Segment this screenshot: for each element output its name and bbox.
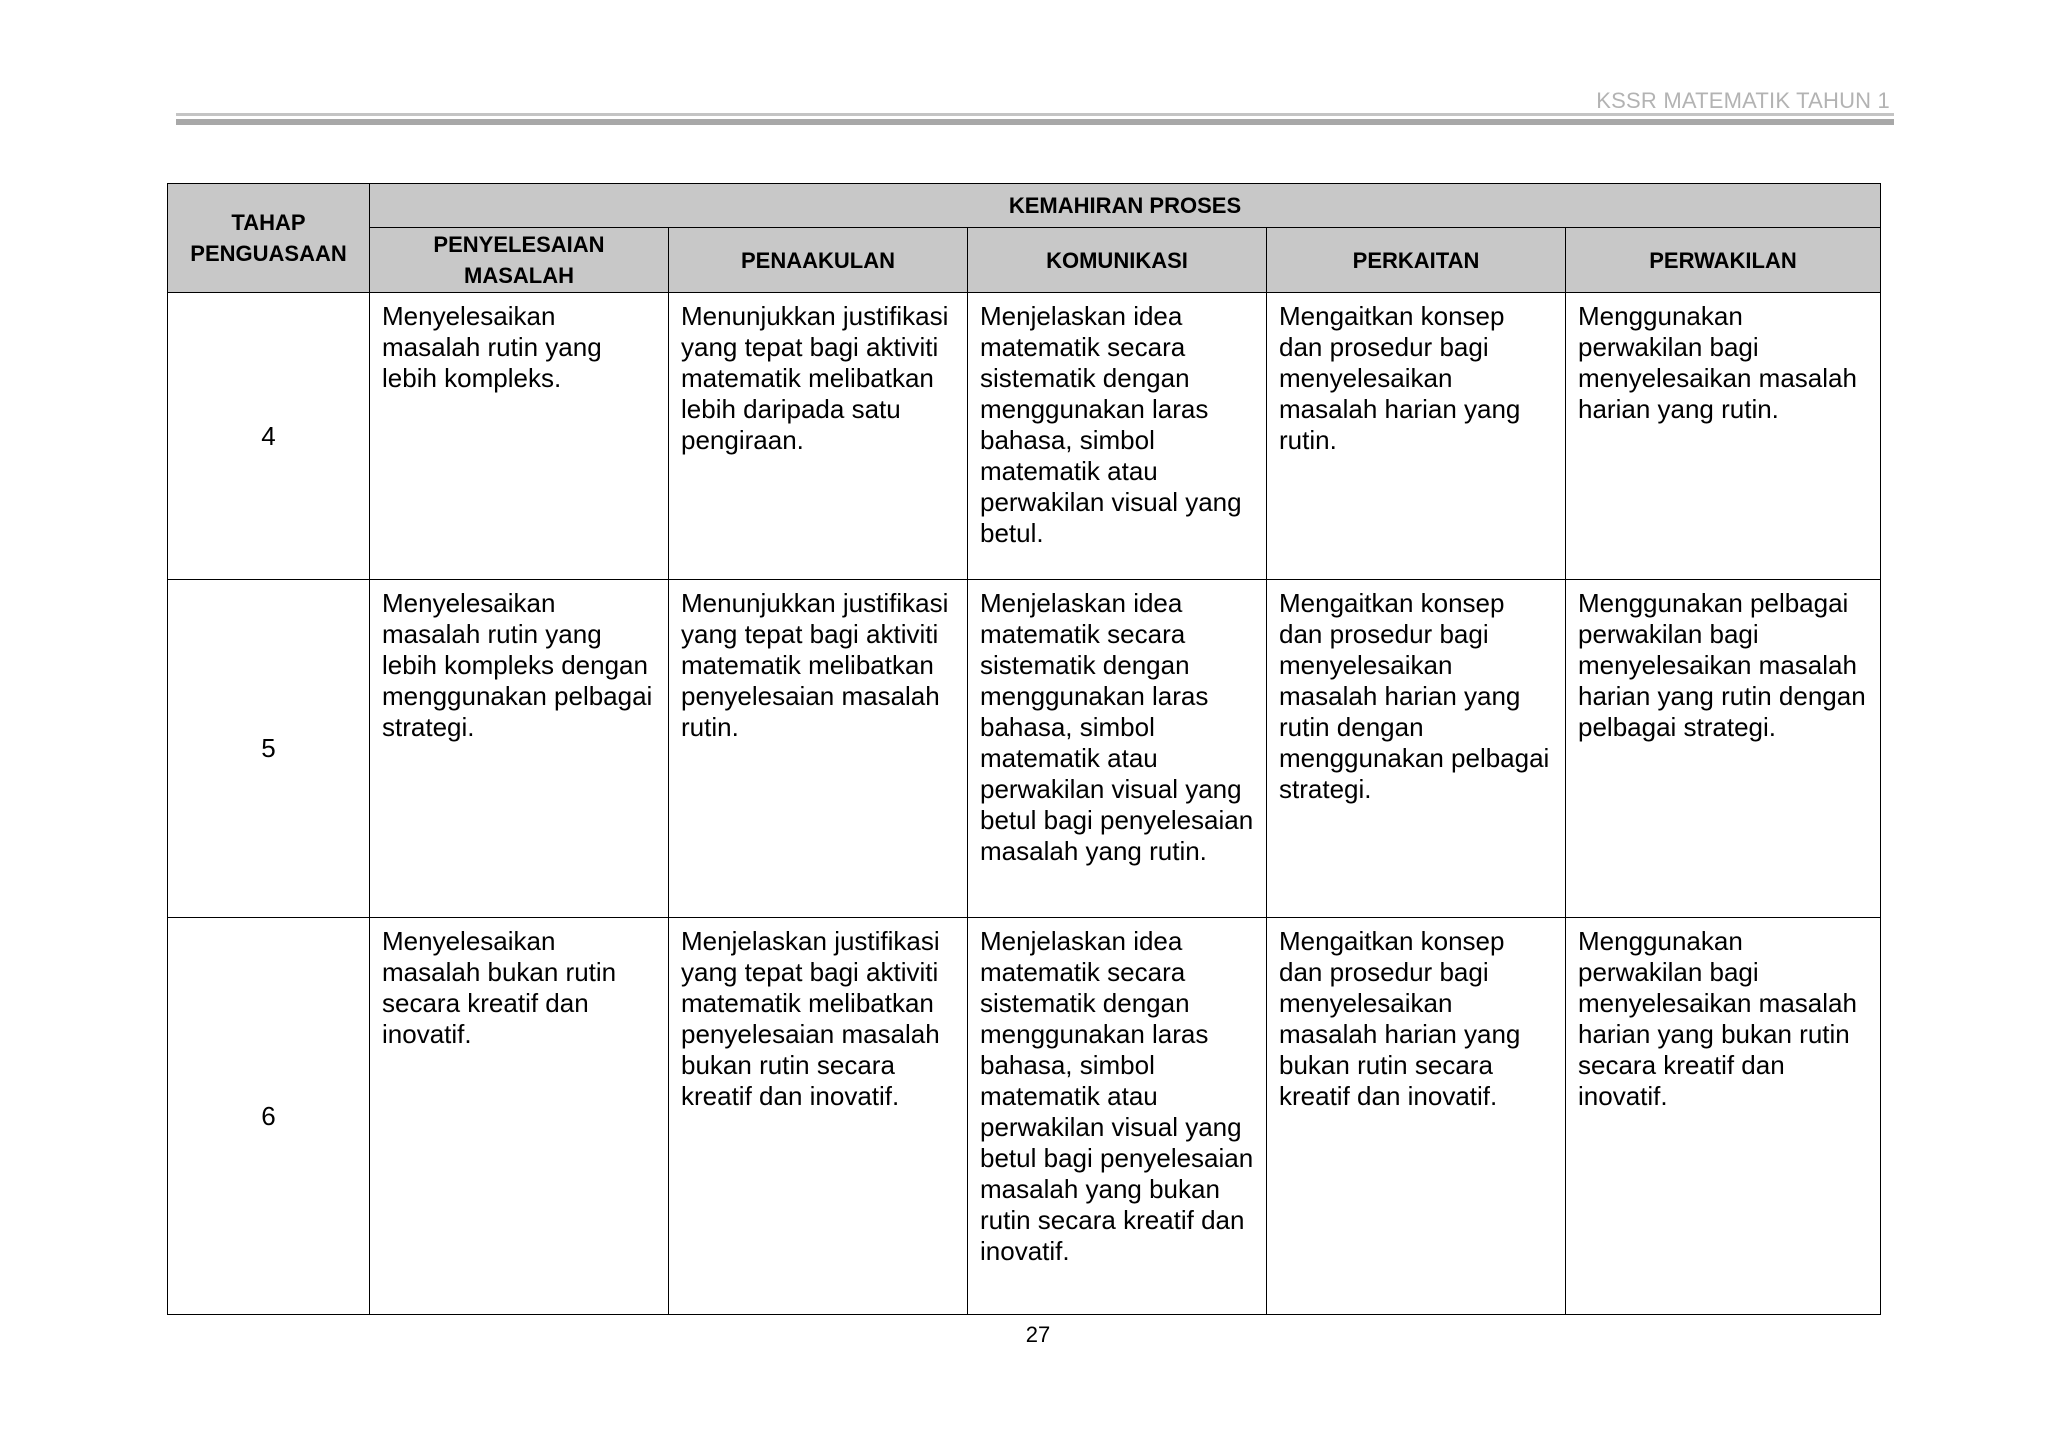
descriptor-cell: Menggunakan perwakilan bagi menyelesaikan masalah harian yang rutin. (1566, 293, 1881, 580)
descriptor-cell: Mengaitkan konsep dan prosedur bagi menyelesaikan masalah harian yang rutin dengan menggunakan pelbagai strategi. (1267, 580, 1566, 918)
column-header-representation: PERWAKILAN (1566, 228, 1881, 293)
level-cell: 5 (168, 580, 370, 918)
descriptor-cell: Menunjukkan justifikasi yang tepat bagi aktiviti matematik melibatkan lebih daripada satu pengiraan. (669, 293, 968, 580)
descriptor-cell: Mengaitkan konsep dan prosedur bagi menyelesaikan masalah harian yang rutin. (1267, 293, 1566, 580)
column-header-connection: PERKAITAN (1267, 228, 1566, 293)
descriptor-cell: Mengaitkan konsep dan prosedur bagi menyelesaikan masalah harian yang bukan rutin secara kreatif dan inovatif. (1267, 918, 1566, 1315)
header-divider-thin (176, 113, 1894, 116)
level-cell: 6 (168, 918, 370, 1315)
mastery-level-table (167, 183, 1881, 1315)
level-cell: 4 (168, 293, 370, 580)
descriptor-cell: Menyelesaikan masalah rutin yang lebih kompleks. (370, 293, 669, 580)
descriptor-cell: Menyelesaikan masalah bukan rutin secara kreatif dan inovatif. (370, 918, 669, 1315)
page-number: 27 (1025, 1322, 1051, 1347)
descriptor-cell: Menjelaskan idea matematik secara sistematik dengan menggunakan laras bahasa, simbol matematik atau perwakilan visual yang betul bagi penyelesaian masalah yang rutin. (968, 580, 1267, 918)
level-column-header: TAHAP PENGUASAAN (168, 184, 370, 293)
descriptor-cell: Menjelaskan idea matematik secara sistematik dengan menggunakan laras bahasa, simbol matematik atau perwakilan visual yang betul. (968, 293, 1267, 580)
descriptor-cell: Menyelesaikan masalah rutin yang lebih kompleks dengan menggunakan pelbagai strategi. (370, 580, 669, 918)
header-divider-thick (176, 119, 1894, 125)
table-row (168, 918, 1881, 1315)
descriptor-cell: Menggunakan pelbagai perwakilan bagi menyelesaikan masalah harian yang rutin dengan pelbagai strategi. (1566, 580, 1881, 918)
descriptor-cell: Menggunakan perwakilan bagi menyelesaikan masalah harian yang bukan rutin secara kreatif dan inovatif. (1566, 918, 1881, 1315)
table-row (168, 293, 1881, 580)
descriptor-cell: Menjelaskan idea matematik secara sistematik dengan menggunakan laras bahasa, simbol matematik atau perwakilan visual yang betul bagi penyelesaian masalah yang bukan rutin secara kreatif dan inovatif. (968, 918, 1267, 1315)
table-row (168, 580, 1881, 918)
descriptor-cell: Menjelaskan justifikasi yang tepat bagi aktiviti matematik melibatkan penyelesaian masalah bukan rutin secara kreatif dan inovatif. (669, 918, 968, 1315)
column-header-reasoning: PENAAKULAN (669, 228, 968, 293)
document-header-title: KSSR MATEMATIK TAHUN 1 (1596, 88, 1890, 113)
column-header-communication: KOMUNIKASI (968, 228, 1267, 293)
descriptor-cell: Menunjukkan justifikasi yang tepat bagi aktiviti matematik melibatkan penyelesaian masalah rutin. (669, 580, 968, 918)
column-header-problem-solving: PENYELESAIAN MASALAH (370, 228, 669, 293)
process-skills-group-header: KEMAHIRAN PROSES (370, 184, 1881, 228)
